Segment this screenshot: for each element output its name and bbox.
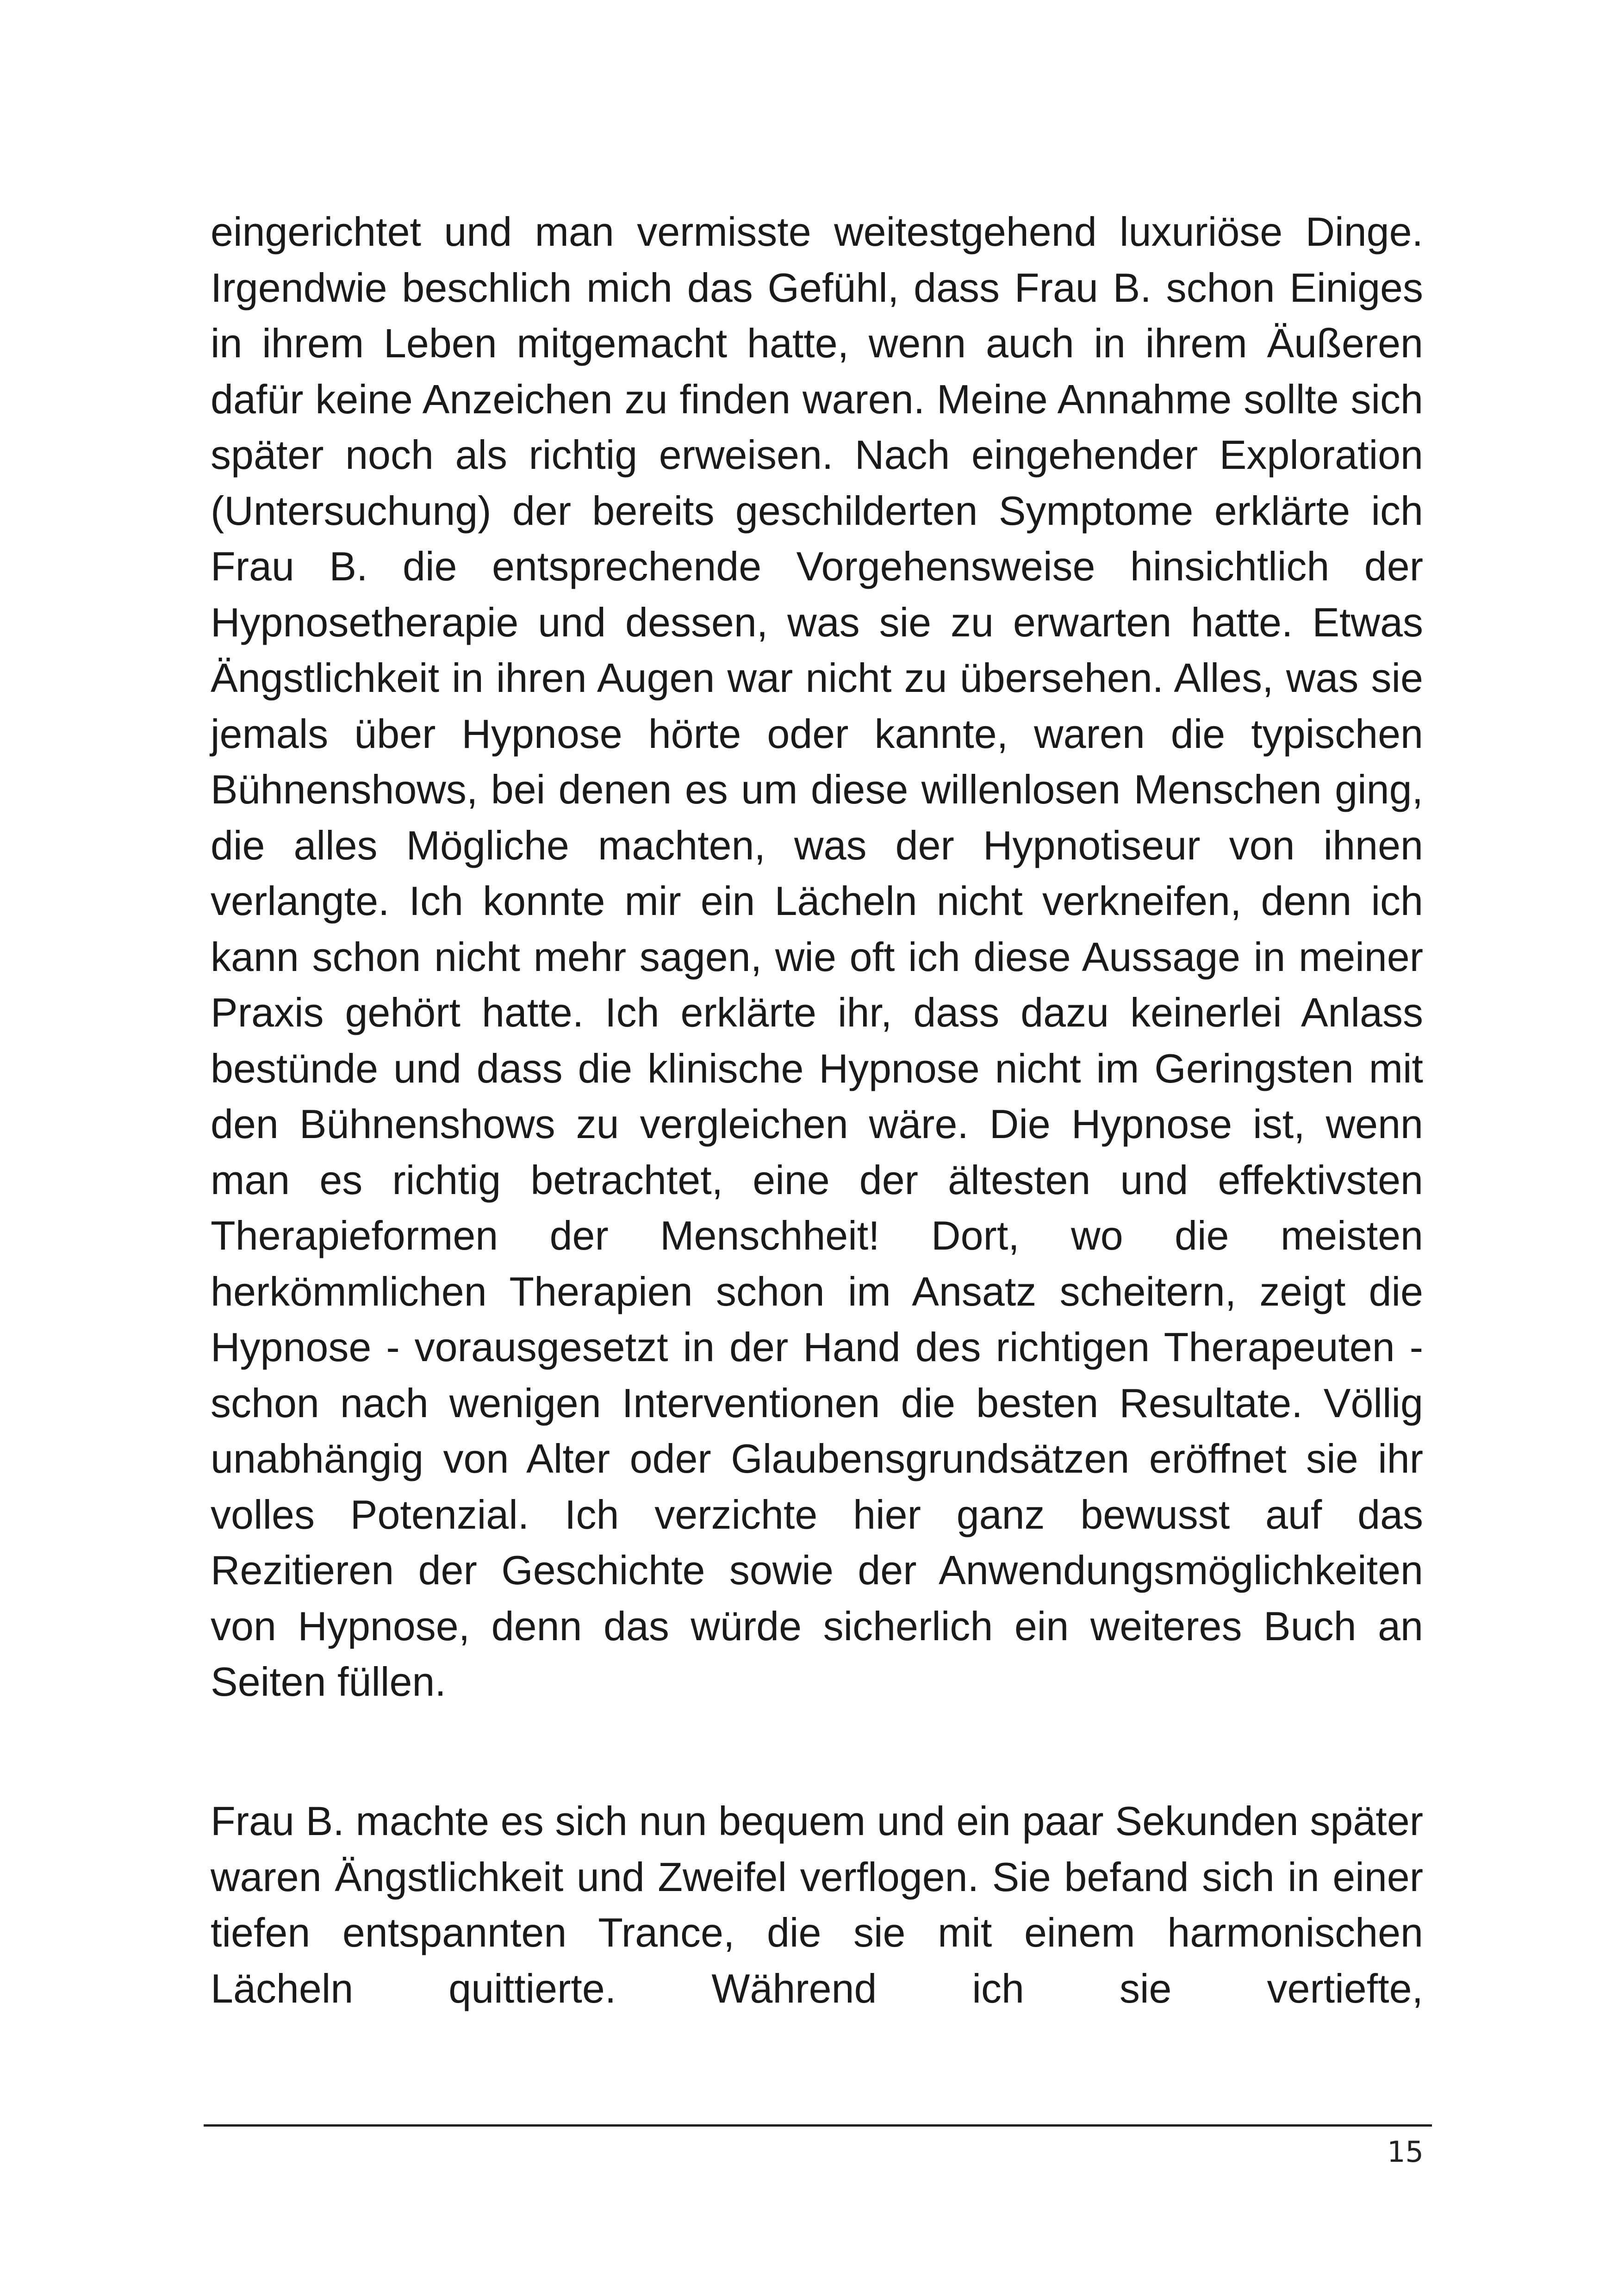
body-paragraph-1: [211, 204, 1423, 1710]
body-paragraph-2: [211, 1793, 1423, 2016]
page-number: 15: [1387, 2135, 1424, 2169]
footer-divider: [204, 2124, 1432, 2127]
paragraph-text: Frau B. machte es sich nun bequem und ein paar Sekunden später waren Ängstlichkeit und Zweifel verflogen. Sie befand sich in einer tiefen entspannten Trance, die sie mit einem harmonischen Lächeln quittierte. Während ich sie vertiefte,: [211, 1798, 1423, 2011]
paragraph-text: eingerichtet und man vermisste weitestgehend luxuriöse Dinge. Irgendwie beschlich mich das Gefühl, dass Frau B. schon Einiges in ihrem Leben mitgemacht hatte, wenn auch in ihrem Äußeren dafür keine Anzeichen zu finden waren. Meine Annahme sollte sich später noch als richtig erweisen. Nach eingehender Exploration (Untersuchung) der bereits geschilderten Symptome erklärte ich Frau B. die entsprechende Vorgehensweise hinsichtlich der Hypnosetherapie und dessen, was sie zu erwarten hatte. Etwas Ängstlichkeit in ihren Augen war nicht zu übersehen. Alles, was sie jemals über Hypnose hörte oder kannte, waren die typischen Bühnenshows, bei denen es um diese willenlosen Menschen ging, die alles Mögliche machten, was der Hypnotiseur von ihnen verlangte. Ich konnte mir ein Lächeln nicht verkneifen, denn ich kann schon nicht mehr sagen, wie oft ich diese Aussage in meiner Praxis gehört hatte. Ich erklärte ihr, dass dazu keinerlei Anlass bestünde und dass die klinische Hypnose nicht im Geringsten mit den Bühnenshows zu vergleichen wäre. Die Hypnose ist, wenn man es richtig betrachtet, eine der ältesten und effektivsten Therapieformen der Menschheit! Dort, wo die meisten herkömmlichen Therapien schon im Ansatz scheitern, zeigt die Hypnose - vorausgesetzt in der Hand des richtigen Therapeuten - schon nach wenigen Interventionen die besten Resultate. Völlig unabhängig von Alter oder Glaubensgrundsätzen eröffnet sie ihr volles Potenzial. Ich verzichte hier ganz bewusst auf das Rezitieren der Geschichte sowie der Anwendungsmöglichkeiten von Hypnose, denn das würde sicherlich ein weiteres Buch an Seiten füllen.: [211, 209, 1423, 1705]
